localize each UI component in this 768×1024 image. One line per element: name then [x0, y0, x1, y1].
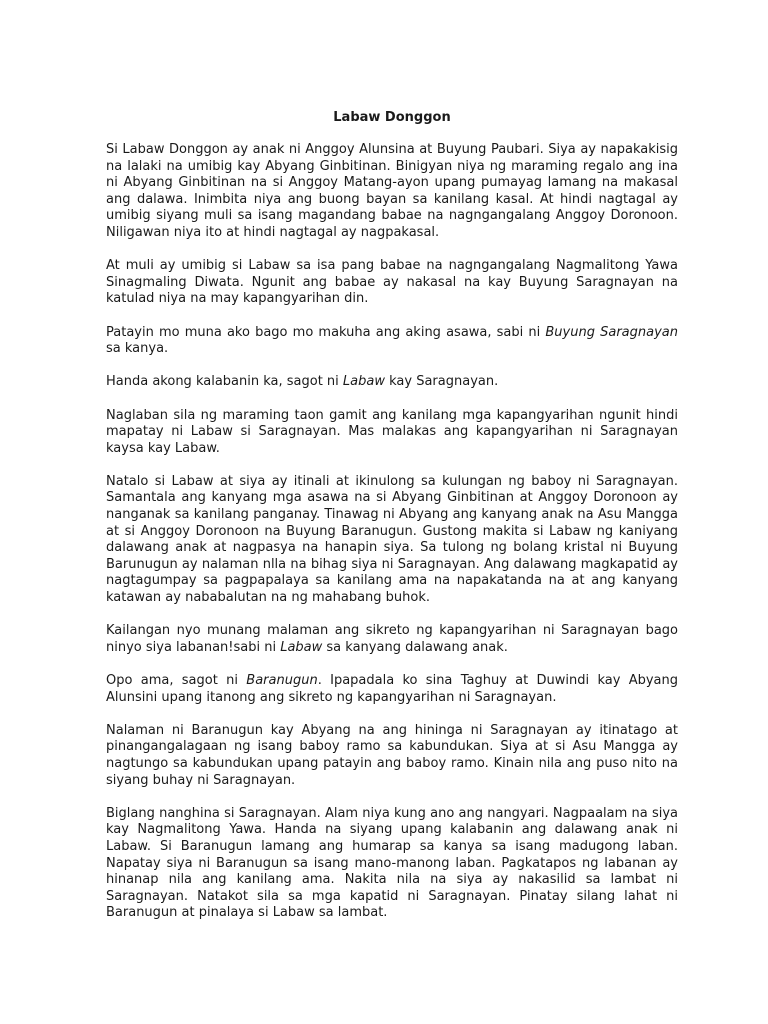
text-segment: kay Saragnayan.: [384, 374, 499, 390]
text-segment: Si Labaw Donggon ay anak ni Anggoy Alunsina at Buyung Paubari. Siya ay napakakisig na lalaki na umibig kay Abyang Ginbitinan. Binigyan niya ng maraming regalo ang ina ni Abyang Ginbitinan na si Anggoy Matang-ayon upang pumayag lamang na makasal ang dalawa. Inimbita niya ang buong bayan sa kanilang kasal. At hindi nagtagal ay umibig siyang muli sa isang magandang babae na nagngangalang Anggoy Doronoon. Niligawan niya ito at hindi nagtagal ay nagpakasal.: [106, 142, 678, 240]
paragraph: [106, 408, 678, 458]
italic-text: Labaw: [342, 374, 385, 390]
document-page: [106, 109, 678, 939]
text-segment: Kailangan nyo munang malaman ang sikreto ng kapangyarihan ni Saragnayan bago ninyo siya labanan!sabi ni: [106, 623, 678, 655]
text-segment: Patayin mo muna ako bago mo makuha ang aking asawa, sabi ni: [106, 324, 546, 340]
text-segment: Handa akong kalabanin ka, sagot ni: [106, 374, 343, 390]
text-segment: Natalo si Labaw at siya ay itinali at ikinulong sa kulungan ng baboy ni Saragnayan. Samantala ang kanyang mga asawa na si Abyang Ginbitinan at Anggoy Doronoon ay nanganak sa kanilang panganay. Tinawag ni Abyang ang kanyang anak na Asu Mangga at si Anggoy Doronoon na Buyung Baranugun. Gustong makita si Labaw ng kaniyang dalawang anak at nagpasya na hanapin siya. Sa tulong ng bolang kristal ni Buyung Barunugun ay nalaman nlla na bihag siya ni Saragnayan. Ang dalawang magkapatid ay nagtagumpay sa pagpapalaya sa kanilang ama na napakatanda na at ang kanyang katawan ay nababalutan na ng mahabang buhok.: [106, 473, 678, 606]
paragraph: [106, 723, 678, 789]
text-segment: Naglaban sila ng maraming taon gamit ang kanilang mga kapangyarihan ngunit hindi mapatay ni Labaw si Saragnayan. Mas malakas ang kapangyarihan ni Saragnayan kaysa kay Labaw.: [106, 407, 678, 456]
document-title: Labaw Donggon: [333, 110, 451, 125]
paragraph: [106, 258, 678, 308]
text-segment: Nalaman ni Baranugun kay Abyang na ang hininga ni Saragnayan ay itinatago at pinangangalagaan ng isang baboy ramo sa kabundukan. Siya at si Asu Mangga ay nagtungo sa kabundukan upang patayin ang baboy ramo. Kinain nila ang puso nito na siyang buhay ni Saragnayan.: [106, 722, 678, 788]
text-segment: . Ipapadala ko sina Taghuy at Duwindi kay Abyang Alunsini upang itanong ang sikreto ng kapangyarihan ni Saragnayan.: [106, 673, 679, 705]
text-segment: Biglang nanghina si Saragnayan. Alam niya kung ano ang nangyari. Nagpaalam na siya kay Nagmalitong Yawa. Handa na siyang upang kalabanin ang dalawang anak ni Labaw. Si Baranugun lamang ang humarap sa kanya sa isang madugong laban. Napatay siya ni Baranugun sa isang mano-manong laban. Pagkatapos ng labanan ay hinanap nila ang kanilang ama. Nakita nila na siya ay nakasilid sa lambat ni Saragnayan. Natakot sila sa mga kapatid ni Saragnayan. Pinatay silang lahat ni Baranugun at pinalaya si Labaw sa lambat.: [106, 805, 678, 921]
italic-text: Labaw: [280, 639, 323, 655]
paragraph: [106, 474, 678, 607]
document-body: [106, 142, 678, 922]
paragraph: [106, 623, 678, 656]
paragraph: [106, 806, 678, 922]
text-segment: Opo ama, sagot ni: [106, 673, 247, 688]
paragraph: [106, 374, 678, 391]
paragraph: [106, 142, 678, 242]
paragraph: [106, 673, 678, 706]
italic-text: Buyung Saragnayan: [545, 324, 678, 340]
paragraph: [106, 325, 678, 358]
text-segment: sa kanya.: [106, 341, 169, 357]
text-segment: At muli ay umibig si Labaw sa isa pang babae na nagngangalang Nagmalitong Yawa Sinagmaling Diwata. Ngunit ang babae ay nakasal na kay Buyung Saragnayan na katulad niya na may kapangyarihan din.: [106, 258, 678, 307]
text-segment: sa kanyang dalawang anak.: [322, 639, 508, 655]
italic-text: Baranugun: [246, 673, 318, 688]
